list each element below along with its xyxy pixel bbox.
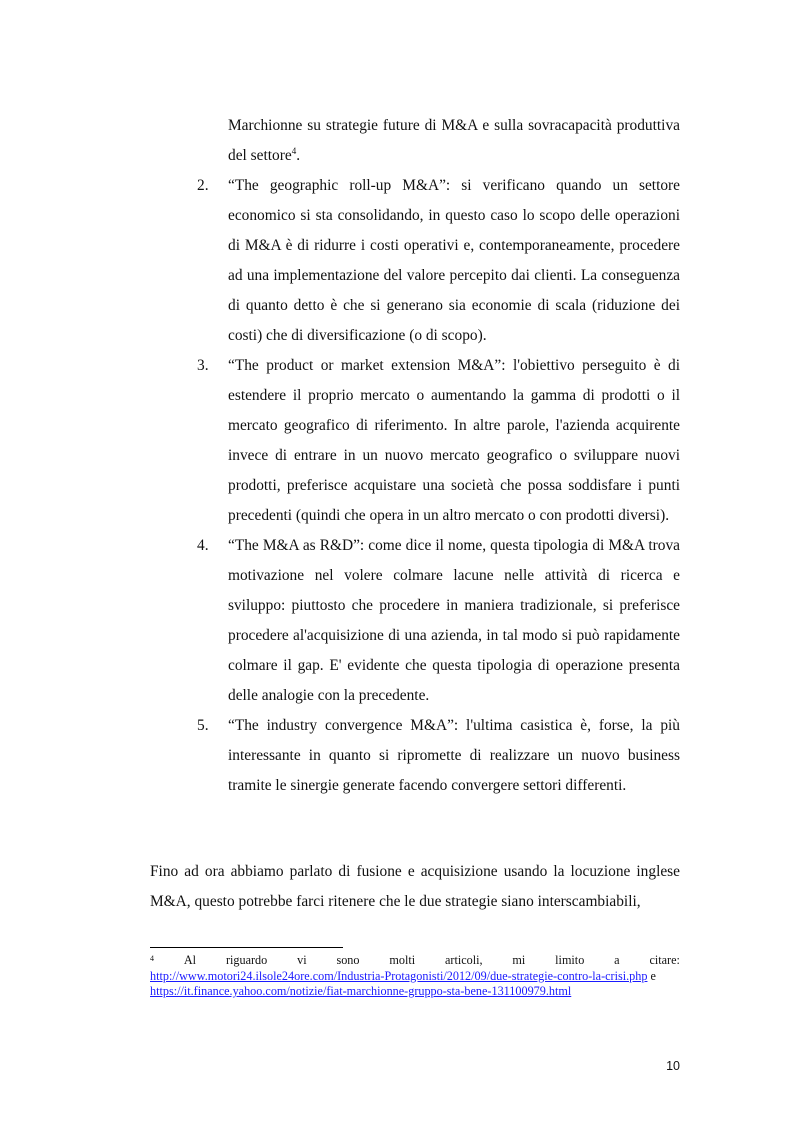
footnote-reference[interactable]: 4 xyxy=(291,145,297,156)
list-item xyxy=(197,171,680,351)
list-item-text: “The product or market extension M&A”: l'obiettivo perseguito è di estendere il proprio mercato o aumentando la gamma di prodotti o il mercato geografico di riferimento. In altre parole, l'azienda acquirente invece di entrare in un nuovo mercato geografico o sviluppare nuovi prodotti, preferisce acquistare una società che possa soddisfare i punti precedenti (quindi che opera in un altro mercato o con prodotti diversi). xyxy=(228,357,680,524)
footnote-number: 4 xyxy=(150,953,154,963)
list-item-text: “The geographic roll-up M&A”: si verificano quando un settore economico si sta consolidando, in questo caso lo scopo delle operazioni di M&A è di ridurre i costi operativi e, contemporaneamente, procedere ad una implementazione del valore percepito dai clienti. La conseguenza di quanto detto è che si generano sia economie di scala (riduzione dei costi) che di diversificazione (o di scopo). xyxy=(228,177,680,344)
list-item-number: 3. xyxy=(197,357,209,374)
footnote-links xyxy=(150,969,680,1000)
footnote-word: articoli, xyxy=(444,953,483,967)
footnote-word: citare: xyxy=(649,953,680,967)
list-item-number: 2. xyxy=(197,177,209,194)
continuation-end: . xyxy=(296,147,301,164)
list-item-number: 4. xyxy=(197,537,209,554)
footnote-word: a xyxy=(614,953,620,967)
list-item xyxy=(197,711,680,801)
footnote-word: Al xyxy=(183,953,197,967)
footnote-word: molti xyxy=(389,953,416,967)
list-item-text: “The industry convergence M&A”: l'ultima casistica è, forse, la più interessante in quanto si ripromette di realizzare un nuovo business tramite le sinergie generate facendo convergere settori differenti. xyxy=(228,717,680,794)
footnote-word: sono xyxy=(336,953,360,967)
list-item xyxy=(197,531,680,711)
list-item-continuation xyxy=(228,111,680,171)
footnote-word: mi xyxy=(512,953,526,967)
body-paragraph: Fino ad ora abbiamo parlato di fusione e acquisizione usando la locuzione inglese M&A, questo potrebbe farci ritenere che le due strategie siano interscambiabili, xyxy=(150,863,680,910)
continuation-text: Marchionne su strategie future di M&A e sulla sovracapacità produttiva del settore xyxy=(228,117,680,164)
footnote-link-yahoo-finance[interactable]: https://it.finance.yahoo.com/notizie/fiat-marchionne-gruppo-sta-bene-131100979.html xyxy=(150,984,572,998)
page-number: 10 xyxy=(666,1059,680,1073)
footnote-word: vi xyxy=(297,953,307,967)
footnote-link-motori24[interactable]: http://www.motori24.ilsole24ore.com/Industria-Protagonisti/2012/09/due-strategie-contro-la-crisi.php xyxy=(150,968,648,983)
footnote-separator xyxy=(150,947,343,948)
footnote xyxy=(150,953,680,1000)
footnote-word: riguardo xyxy=(225,953,268,967)
footnote-connector: e xyxy=(647,968,656,983)
numbered-list xyxy=(197,111,680,801)
list-item-number: 5. xyxy=(197,717,209,734)
list-item xyxy=(197,351,680,531)
footnote-word: limito xyxy=(555,953,585,967)
footnote-intro-line xyxy=(150,953,680,969)
list-item-text: “The M&A as R&D”: come dice il nome, questa tipologia di M&A trova motivazione nel volere colmare lacune nelle attività di ricerca e sviluppo: piuttosto che procedere in maniera tradizionale, si preferisce procedere al'acquisizione di una azienda, in tal modo si può rapidamente colmare il gap. E' evidente che questa tipologia di operazione presenta delle analogie con la precedente. xyxy=(228,537,680,704)
